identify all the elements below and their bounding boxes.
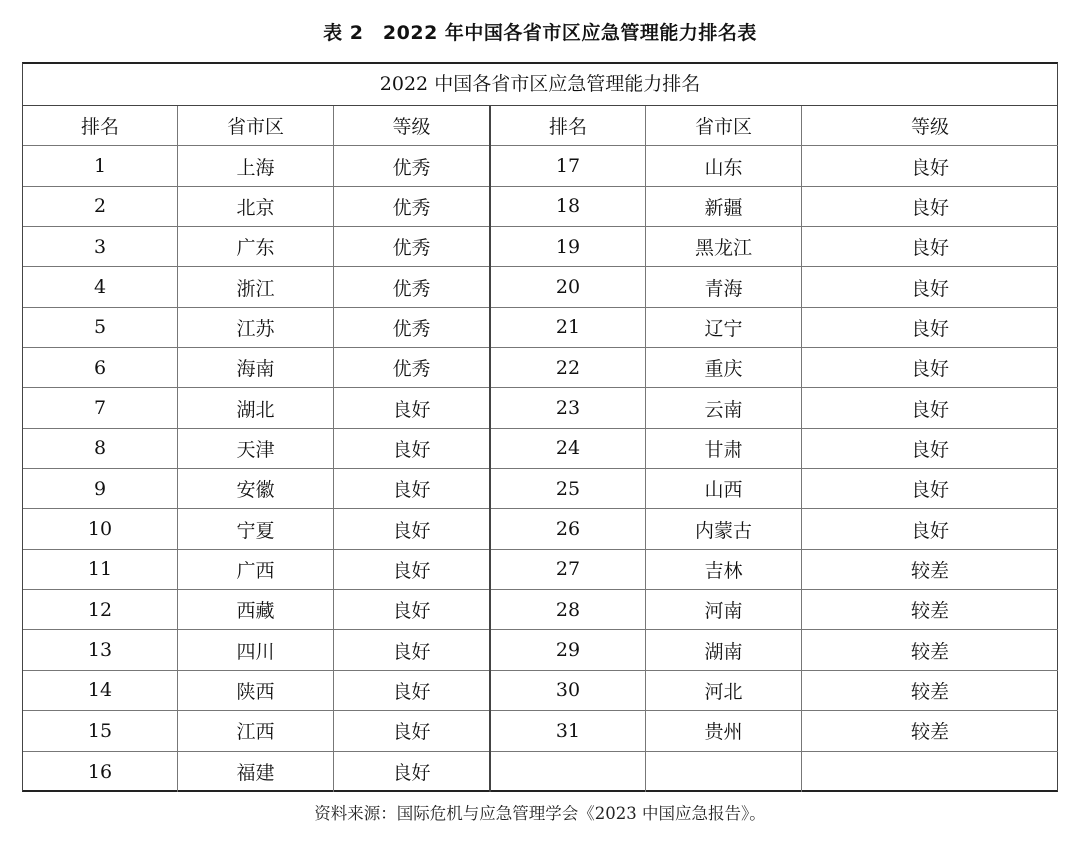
table-row (491, 671, 1058, 711)
rank-cell: 25 (491, 469, 646, 508)
rank-cell: 27 (491, 550, 646, 589)
grade-cell: 良好 (910, 277, 949, 300)
region-cell: 湖南 (646, 630, 802, 669)
rank-cell: 22 (491, 348, 646, 387)
grade-cell: 良好 (910, 317, 949, 340)
header-grade: 等级 (392, 116, 431, 139)
table-row (491, 469, 1058, 509)
region-cell: 福建 (178, 752, 334, 792)
rank-cell: 2 (23, 187, 178, 226)
rank-cell: 28 (491, 590, 646, 629)
grade-cell: 良好 (392, 680, 431, 703)
grade-cell: 优秀 (392, 156, 431, 179)
region-cell: 江西 (178, 711, 334, 750)
header-grade: 等级 (910, 116, 949, 139)
grade-cell: 良好 (392, 762, 431, 785)
table-row (23, 630, 489, 670)
table-row (491, 308, 1058, 348)
rank-cell: 9 (23, 469, 178, 508)
region-cell: 甘肃 (646, 429, 802, 468)
rank-cell: 14 (23, 671, 178, 710)
grade-cell: 优秀 (392, 237, 431, 260)
grade-cell: 良好 (910, 398, 949, 421)
grade-cell: 较差 (910, 600, 949, 623)
region-cell: 安徽 (178, 469, 334, 508)
region-cell: 上海 (178, 146, 334, 185)
grade-cell: 良好 (910, 358, 949, 381)
region-cell: 山西 (646, 469, 802, 508)
table-row (491, 630, 1058, 670)
grade-cell: 良好 (910, 438, 949, 461)
rank-cell: 7 (23, 388, 178, 427)
grade-cell: 良好 (910, 479, 949, 502)
grade-cell: 良好 (910, 519, 949, 542)
header-region: 省市区 (178, 106, 334, 145)
table-row (491, 429, 1058, 469)
table-row (23, 227, 489, 267)
rank-cell: 8 (23, 429, 178, 468)
grade-cell: 优秀 (392, 196, 431, 219)
region-cell: 内蒙古 (646, 509, 802, 548)
table-title: 2022 中国各省市区应急管理能力排名 (23, 64, 1057, 106)
region-cell: 浙江 (178, 267, 334, 306)
rank-cell: 3 (23, 227, 178, 266)
region-cell: 河南 (646, 590, 802, 629)
table-row (23, 590, 489, 630)
rank-cell: 31 (491, 711, 646, 750)
table-row (491, 550, 1058, 590)
grade-cell: 优秀 (392, 277, 431, 300)
table-row (491, 711, 1058, 751)
grade-cell: 较差 (910, 559, 949, 582)
region-cell: 重庆 (646, 348, 802, 387)
grade-cell: 良好 (910, 237, 949, 260)
grade-cell: 良好 (392, 721, 431, 744)
grade-cell: 良好 (392, 519, 431, 542)
table-right-half (491, 106, 1058, 792)
rank-cell: 6 (23, 348, 178, 387)
grade-cell (802, 752, 1058, 792)
table-header-row (491, 106, 1058, 146)
table-row (23, 146, 489, 186)
table-row (23, 469, 489, 509)
grade-cell: 优秀 (392, 317, 431, 340)
table-row (23, 308, 489, 348)
table-row (23, 267, 489, 307)
region-cell: 天津 (178, 429, 334, 468)
grade-cell: 良好 (392, 438, 431, 461)
grade-cell: 良好 (392, 640, 431, 663)
region-cell: 广东 (178, 227, 334, 266)
table-body (23, 106, 1057, 792)
rank-cell: 20 (491, 267, 646, 306)
grade-cell: 良好 (392, 479, 431, 502)
region-cell: 辽宁 (646, 308, 802, 347)
rank-cell: 15 (23, 711, 178, 750)
region-cell: 四川 (178, 630, 334, 669)
region-cell: 贵州 (646, 711, 802, 750)
rank-cell: 23 (491, 388, 646, 427)
table-row (491, 187, 1058, 227)
grade-cell: 良好 (392, 398, 431, 421)
table-row (23, 187, 489, 227)
region-cell: 云南 (646, 388, 802, 427)
grade-cell: 较差 (910, 640, 949, 663)
region-cell: 河北 (646, 671, 802, 710)
region-cell: 北京 (178, 187, 334, 226)
rank-cell: 26 (491, 509, 646, 548)
table-row (23, 429, 489, 469)
table-row (491, 146, 1058, 186)
table-header-row (23, 106, 489, 146)
table-left-half (23, 106, 489, 792)
region-cell: 新疆 (646, 187, 802, 226)
rank-cell: 21 (491, 308, 646, 347)
rank-cell: 1 (23, 146, 178, 185)
table-row (491, 752, 1058, 792)
table-row (23, 752, 489, 792)
header-region: 省市区 (646, 106, 802, 145)
region-cell: 陕西 (178, 671, 334, 710)
table-row (491, 267, 1058, 307)
rank-cell: 19 (491, 227, 646, 266)
table-row (23, 550, 489, 590)
grade-cell: 较差 (910, 680, 949, 703)
rank-cell (491, 752, 646, 792)
region-cell: 海南 (178, 348, 334, 387)
table-row (491, 227, 1058, 267)
header-rank: 排名 (23, 106, 178, 145)
grade-cell: 良好 (392, 600, 431, 623)
table-row (491, 590, 1058, 630)
table-row (491, 348, 1058, 388)
grade-cell: 优秀 (392, 358, 431, 381)
region-cell: 吉林 (646, 550, 802, 589)
table-row (23, 671, 489, 711)
table-caption: 表 2 2022 年中国各省市区应急管理能力排名表 (323, 22, 757, 44)
table-row (23, 348, 489, 388)
header-rank: 排名 (491, 106, 646, 145)
region-cell: 湖北 (178, 388, 334, 427)
region-cell: 江苏 (178, 308, 334, 347)
region-cell: 西藏 (178, 590, 334, 629)
rank-cell: 16 (23, 752, 178, 792)
region-cell (646, 752, 802, 792)
rank-cell: 5 (23, 308, 178, 347)
region-cell: 广西 (178, 550, 334, 589)
table-row (491, 509, 1058, 549)
region-cell: 黑龙江 (646, 227, 802, 266)
source-note: 资料来源：国际危机与应急管理学会《2023 中国应急报告》。 (314, 804, 766, 823)
rank-cell: 4 (23, 267, 178, 306)
ranking-table (22, 62, 1058, 792)
rank-cell: 17 (491, 146, 646, 185)
rank-cell: 18 (491, 187, 646, 226)
table-row (491, 388, 1058, 428)
grade-cell: 良好 (392, 559, 431, 582)
rank-cell: 24 (491, 429, 646, 468)
rank-cell: 30 (491, 671, 646, 710)
region-cell: 山东 (646, 146, 802, 185)
region-cell: 宁夏 (178, 509, 334, 548)
region-cell: 青海 (646, 267, 802, 306)
grade-cell: 良好 (910, 156, 949, 179)
table-row (23, 711, 489, 751)
rank-cell: 10 (23, 509, 178, 548)
rank-cell: 13 (23, 630, 178, 669)
rank-cell: 12 (23, 590, 178, 629)
grade-cell: 较差 (910, 721, 949, 744)
grade-cell: 良好 (910, 196, 949, 219)
table-row (23, 509, 489, 549)
rank-cell: 29 (491, 630, 646, 669)
table-row (23, 388, 489, 428)
rank-cell: 11 (23, 550, 178, 589)
